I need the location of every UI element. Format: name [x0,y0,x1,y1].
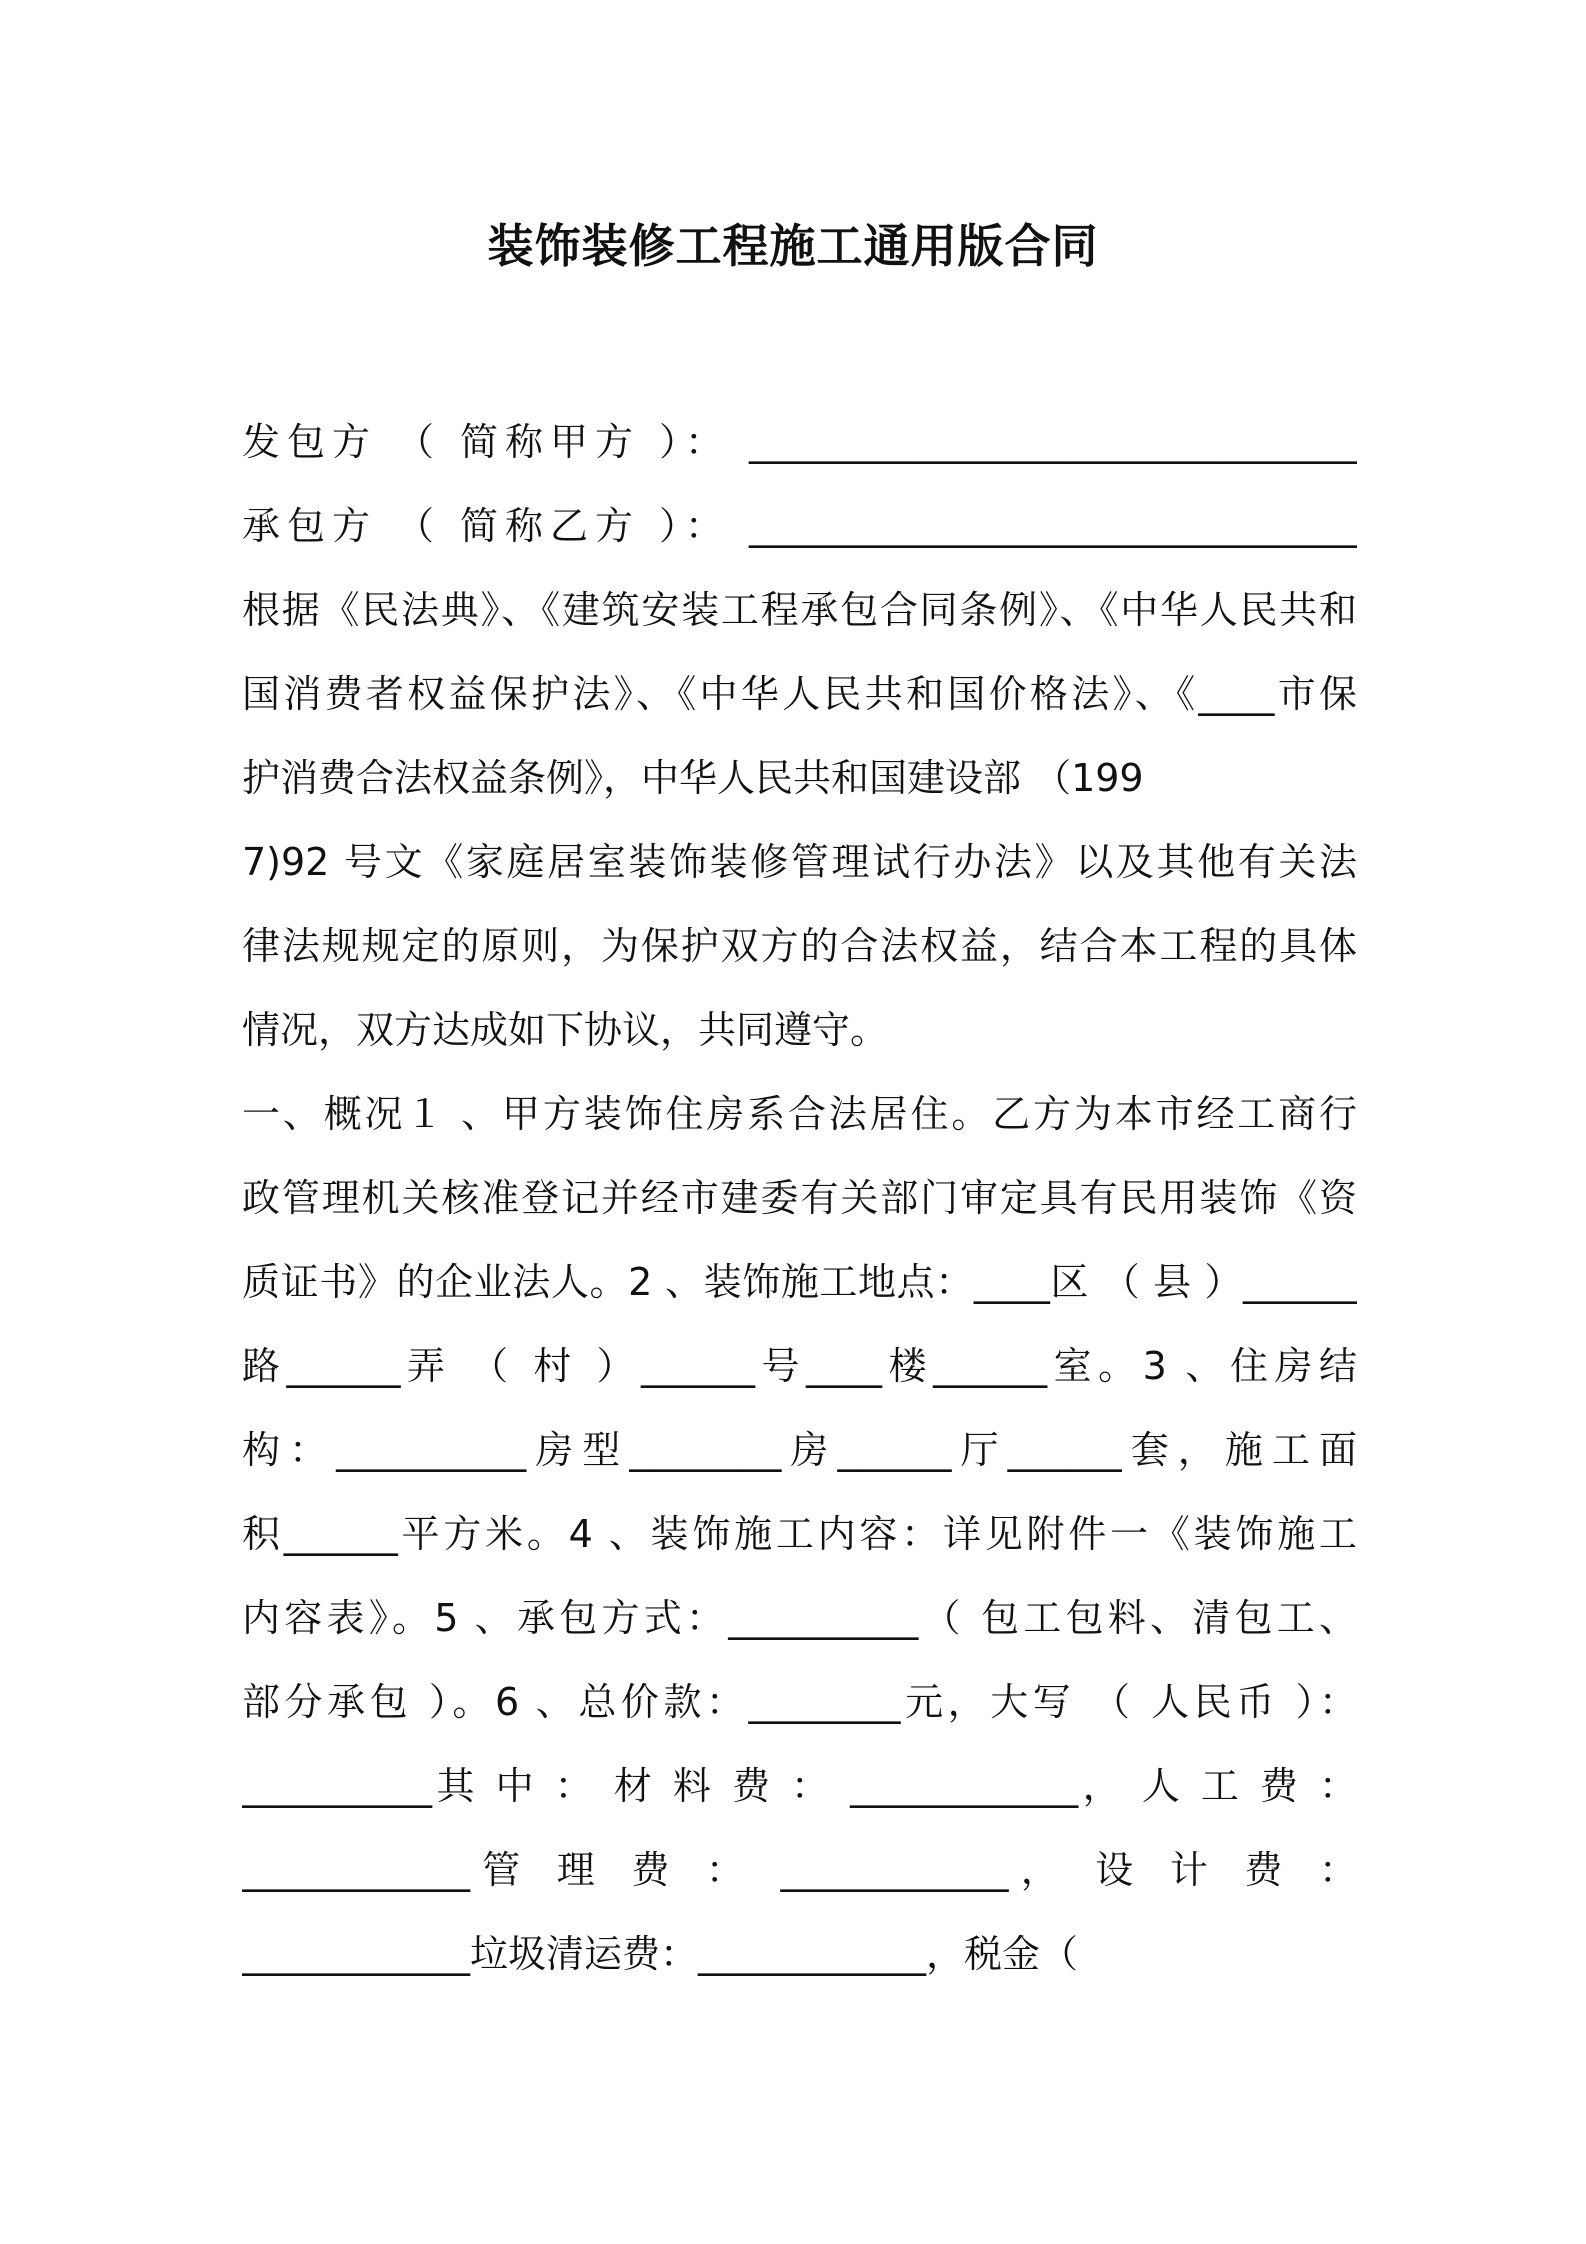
section-line: 一、概况１ 、甲方装饰住房系合法居住。乙方为本市经工商行 [242,1092,1357,1136]
paragraph-line: 护消费合法权益条例》，中华人民共和国建设部 （199 [242,756,1144,800]
section-line: 政管理机关核准登记并经市建委有关部门审定具有民用装饰《资 [242,1176,1357,1220]
section-line: ____________管 理 费 ： ____________， 设 计 费 ： [242,1848,1357,1892]
section-line: ____________垃圾清运费：____________，税金（ [242,1932,1079,1976]
document-body [242,410,1357,2006]
section-line: 积______平方米。4 、装饰施工内容：详见附件一《装饰施工 [242,1512,1357,1556]
section-line: 构：__________房型________房______厅______套，施工面 [242,1428,1357,1472]
section-line: __________其 中 ： 材 料 费 ： ____________， 人 工 费 ： [242,1764,1357,1808]
section-line: 质证书》的企业法人。2 、装饰施工地点：____区 （ 县 ）______ [242,1260,1357,1304]
paragraph-line: 国消费者权益保护法》、《中华人民共和国价格法》、《____市保 [242,672,1357,716]
section-line: 路______弄 （ 村 ）______号____楼______室。3 、住房结 [242,1344,1357,1388]
document-title: 装饰装修工程施工通用版合同 [487,219,1099,273]
section-line: 内容表》。5 、承包方式：__________（ 包工包料、清包工、 [242,1596,1357,1640]
party-b-line: 承包方 （ 简称乙方 ）： ________________________________ [242,504,1357,548]
paragraph-line: 根据《民法典》、《建筑安装工程承包合同条例》、《中华人民共和 [242,588,1357,632]
paragraph-line: 情况，双方达成如下协议，共同遵守。 [242,1008,889,1052]
party-a-line: 发包方 （ 简称甲方 ）： ________________________________ [242,420,1357,464]
section-line: 部分承包 ）。6 、总价款：________元，大写 （ 人民币 ）： [242,1680,1357,1724]
paragraph-line: 律法规规定的原则，为保护双方的合法权益，结合本工程的具体 [242,924,1357,968]
paragraph-line: 7)92 号文《家庭居室装饰装修管理试行办法》以及其他有关法 [242,840,1357,884]
